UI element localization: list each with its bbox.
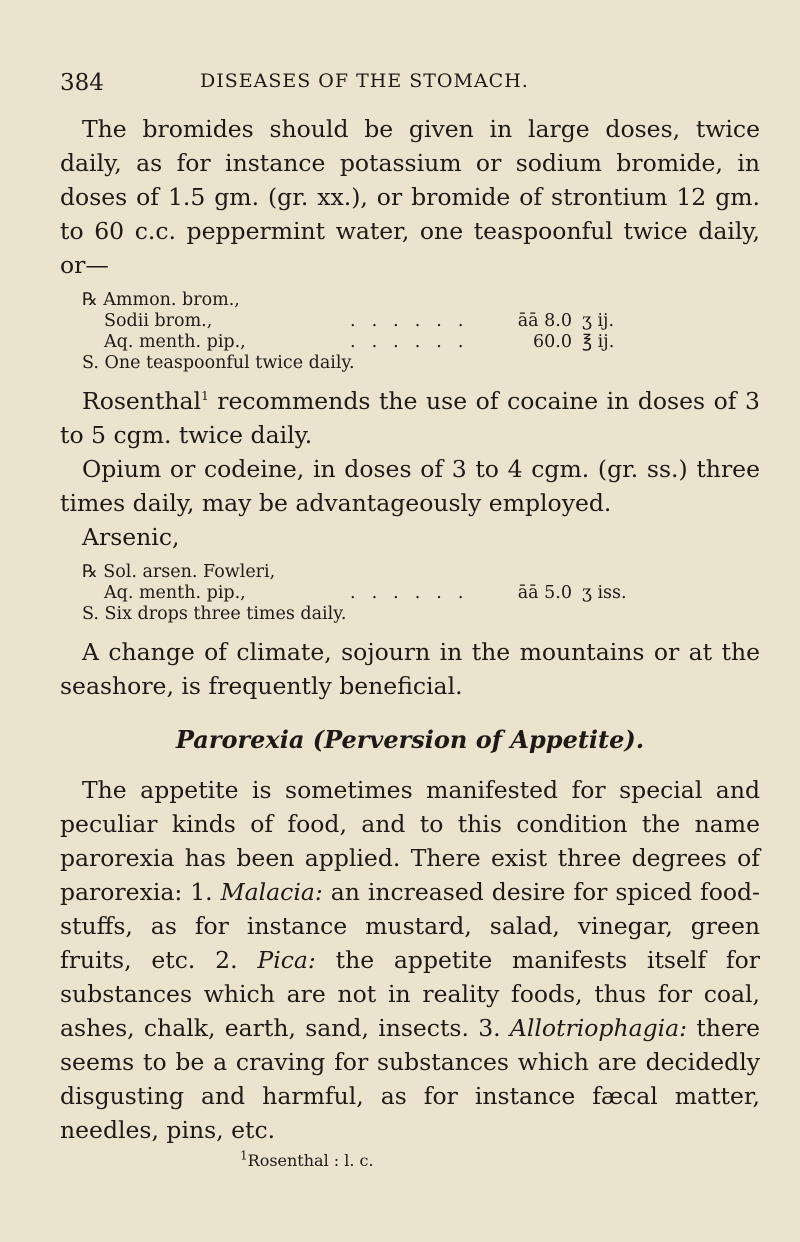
paragraph-parorexia bbox=[60, 773, 760, 1147]
footnote-text: Rosenthal : l. c. bbox=[247, 1151, 374, 1170]
paragraph-text: there seems to be a craving for substances which are decidedly disgusting and harmful, as for instance fæcal matter, needles, pins, etc. bbox=[60, 1014, 760, 1144]
paragraph-arsenic: Arsenic, bbox=[82, 523, 180, 551]
running-head: DISEASES OF THE STOMACH. bbox=[200, 70, 529, 92]
prescription-line bbox=[82, 604, 760, 625]
page-number: 384 bbox=[60, 70, 104, 96]
prescription-unit: ℥ ij. bbox=[582, 332, 615, 352]
paragraph-opium: Opium or codeine, in doses of 3 to 4 cgm. (gr. ss.) three times daily, may be advantageously employed. bbox=[60, 455, 760, 517]
paragraph-text: the appetite manifests itself for substances which are not in reality foods, thus for coal, ashes, chalk, earth, sand, insects. 3. bbox=[60, 946, 760, 1042]
prescription-signa: S. One teaspoonful twice daily. bbox=[82, 353, 355, 373]
term-allotriophagia: Allotriophagia: bbox=[509, 1014, 688, 1042]
paragraph-text: an increased desire for spiced food-stuffs, as for instance mustard, salad, vinegar, green fruits, etc. 2. bbox=[60, 878, 760, 974]
term-pica: Pica: bbox=[257, 946, 316, 974]
prescription-label: ℞ Ammon. brom., bbox=[82, 290, 240, 310]
leader-dots: ...... bbox=[350, 311, 480, 331]
prescription-signa: S. Six drops three times daily. bbox=[82, 604, 347, 624]
prescription-line bbox=[82, 562, 760, 583]
body-text bbox=[60, 112, 760, 1171]
author-name: Rosenthal bbox=[82, 387, 202, 415]
prescription-quantity: 60.0 bbox=[533, 332, 572, 352]
prescription-line bbox=[82, 332, 760, 353]
prescription-line bbox=[82, 353, 760, 374]
prescription-label: Aq. menth. pip., bbox=[104, 332, 246, 352]
term-malacia: Malacia: bbox=[220, 878, 323, 906]
paragraph-rosenthal bbox=[60, 384, 760, 452]
prescription-label: Aq. menth. pip., bbox=[104, 583, 246, 603]
footnote bbox=[240, 1148, 760, 1171]
paragraph-text: The appetite is sometimes manifested for special and peculiar kinds of food, and to this condition the name parorexia has been applied. There exist three degrees of parorexia: 1. bbox=[60, 776, 760, 906]
paragraph-climate: A change of climate, sojourn in the mountains or at the seashore, is frequently beneficial. bbox=[60, 638, 760, 700]
prescription-unit: ʒ iss. bbox=[582, 583, 627, 603]
leader-dots: ...... bbox=[350, 583, 480, 603]
prescription-line bbox=[82, 311, 760, 332]
prescription-bromides bbox=[82, 290, 760, 374]
footnote-number: 1 bbox=[240, 1148, 248, 1163]
paragraph-bromides: The bromides should be given in large doses, twice daily, as for instance potassium or sodium bromide, in doses of 1.5 gm. (gr. xx.), or bromide of strontium 12 gm. to 60 c.c. peppermint water, one teaspoonful twice daily, or— bbox=[60, 115, 760, 279]
prescription-label: Sodii brom., bbox=[104, 311, 213, 331]
prescription-unit: ʒ ij. bbox=[582, 311, 615, 331]
page-header bbox=[60, 70, 760, 100]
prescription-quantity: āā 5.0 bbox=[517, 583, 572, 603]
prescription-arsenic bbox=[82, 562, 760, 625]
section-heading: Parorexia (Perversion of Appetite). bbox=[175, 725, 645, 754]
prescription-line bbox=[82, 583, 760, 604]
prescription-quantity: āā 8.0 bbox=[517, 311, 572, 331]
footnote-marker: 1 bbox=[201, 389, 209, 404]
prescription-label: ℞ Sol. arsen. Fowleri, bbox=[82, 562, 276, 582]
prescription-line bbox=[82, 290, 760, 311]
paragraph-text: recommends the use of cocaine in doses of 3 to 5 cgm. twice daily. bbox=[60, 387, 760, 449]
leader-dots: ...... bbox=[350, 332, 480, 352]
